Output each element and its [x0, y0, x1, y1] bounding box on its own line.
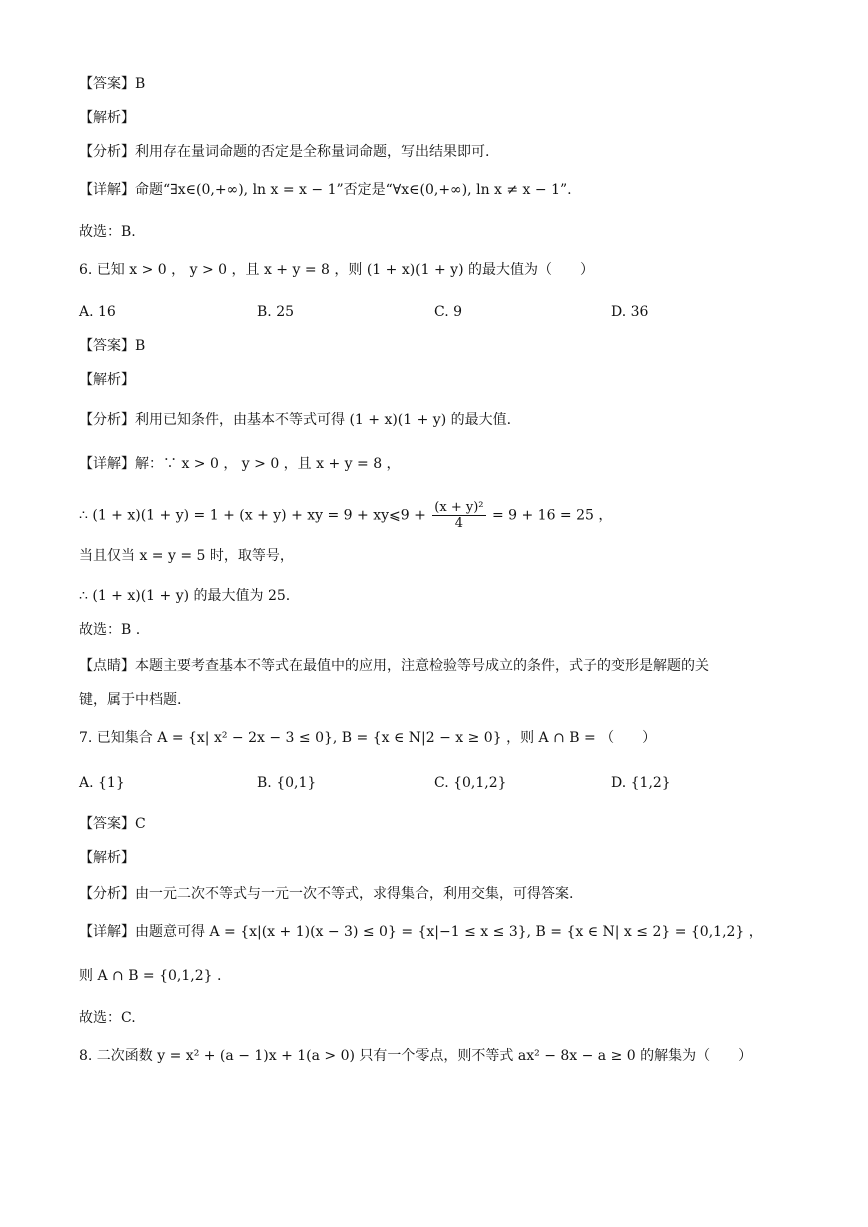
- q7-options-3: D. {1,2}: [611, 775, 671, 791]
- text-line-l18: 7. 已知集合 A = {x| x² − 2x − 3 ≤ 0}, B = {x ∈ N|2 − x ≥ 0} ，则 A ∩ B = （ ）: [79, 730, 657, 746]
- text-line-l1: 【答案】B: [79, 76, 146, 92]
- text-line-l15: 故选：B .: [79, 622, 141, 638]
- q6-options-1: B. 25: [257, 304, 295, 320]
- q7-options-0: A. {1}: [79, 775, 125, 791]
- text-line-l25: 故选：C.: [79, 1010, 136, 1026]
- text-line-l10: 【分析】利用已知条件，由基本不等式可得 (1 + x)(1 + y) 的最大值.: [79, 412, 512, 428]
- derivation-fraction: [432, 500, 485, 531]
- fraction-denominator: 4: [454, 516, 464, 531]
- q7-options-2: C. {0,1,2}: [434, 775, 507, 791]
- text-line-l20: 【答案】C: [79, 816, 146, 832]
- text-line-l4: 【详解】命题“∃x∈(0,+∞), ln x = x − 1”否定是“∀x∈(0,+∞), ln x ≠ x − 1”.: [79, 182, 572, 198]
- text-line-l16: 【点睛】本题主要考查基本不等式在最值中的应用，注意检验等号成立的条件，式子的变形是解题的关: [79, 658, 709, 674]
- text-line-l23: 【详解】由题意可得 A = {x|(x + 1)(x − 3) ≤ 0} = {x|−1 ≤ x ≤ 3}, B = {x ∈ N| x ≤ 2} = {0,1,2} ，: [79, 924, 763, 940]
- q7-options-1: B. {0,1}: [257, 775, 317, 791]
- text-line-l2: 【解析】: [79, 110, 135, 126]
- derivation-suffix: = 9 + 16 = 25 ，: [491, 507, 613, 524]
- text-line-l14: ∴ (1 + x)(1 + y) 的最大值为 25.: [79, 588, 291, 604]
- q6-options-2: C. 9: [434, 304, 463, 320]
- text-line-l8: 【答案】B: [79, 338, 146, 354]
- text-line-l5: 故选：B.: [79, 224, 136, 240]
- text-line-l22: 【分析】由一元二次不等式与一元一次不等式，求得集合，利用交集，可得答案.: [79, 886, 574, 902]
- text-line-l26: 8. 二次函数 y = x² + (a − 1)x + 1(a > 0) 只有一个零点，则不等式 ax² − 8x − a ≥ 0 的解集为（ ）: [79, 1048, 753, 1064]
- text-line-l13: 当且仅当 x = y = 5 时，取等号，: [79, 548, 294, 564]
- derivation-line: [79, 500, 828, 531]
- text-line-l11: 【详解】解：∵ x > 0 ， y > 0 ，且 x + y = 8 ，: [79, 456, 401, 472]
- q6-options-3: D. 36: [611, 304, 649, 320]
- text-line-l21: 【解析】: [79, 850, 135, 866]
- q6-options-0: A. 16: [79, 304, 116, 320]
- derivation-prefix: ∴ (1 + x)(1 + y) = 1 + (x + y) + xy = 9 + xy⩽9 +: [79, 507, 426, 524]
- fraction-numerator: (x + y)²: [434, 500, 484, 515]
- text-line-l24: 则 A ∩ B = {0,1,2} .: [79, 968, 222, 984]
- text-line-l6: 6. 已知 x > 0 ， y > 0 ，且 x + y = 8 ，则 (1 + x)(1 + y) 的最大值为（ ）: [79, 262, 594, 278]
- text-line-l3: 【分析】利用存在量词命题的否定是全称量词命题，写出结果即可.: [79, 144, 490, 160]
- text-line-l17: 键，属于中档题.: [79, 692, 182, 708]
- text-line-l9: 【解析】: [79, 372, 135, 388]
